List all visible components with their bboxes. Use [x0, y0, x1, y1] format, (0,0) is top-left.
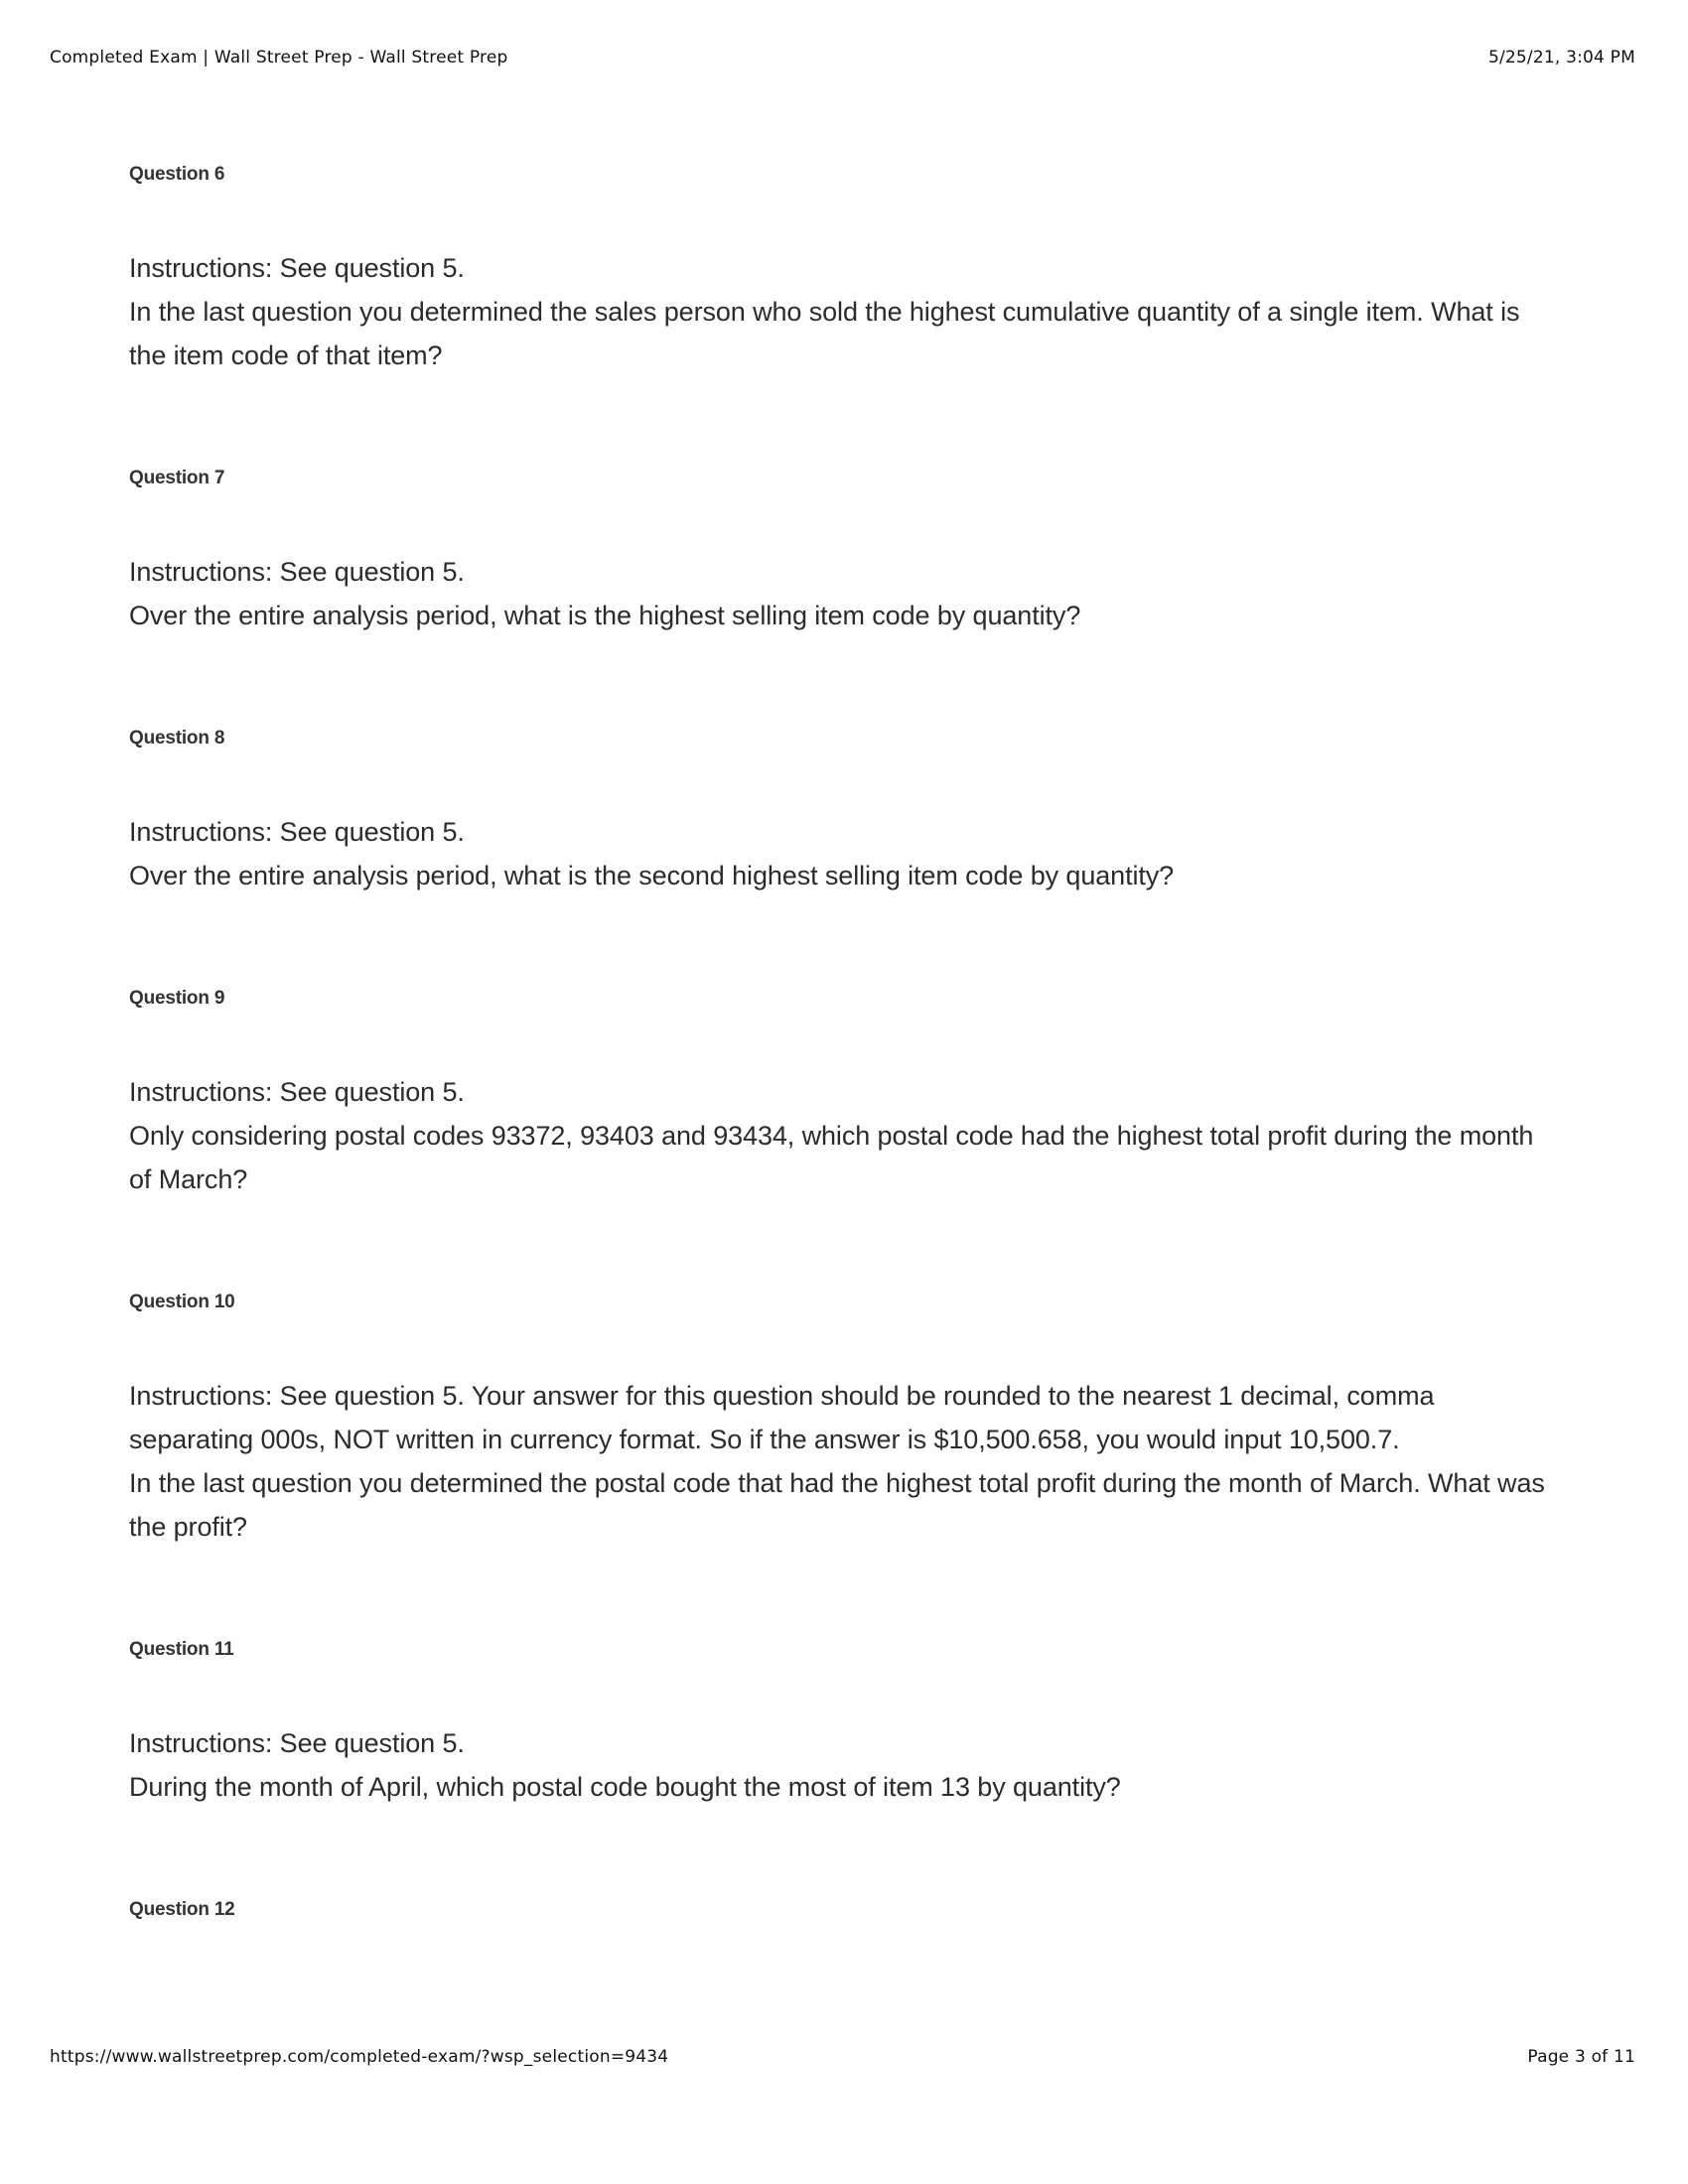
question-body — [129, 1721, 1559, 1809]
question-body — [129, 1374, 1559, 1549]
question-body — [129, 246, 1559, 377]
question-body — [129, 810, 1559, 897]
question-title: Question 6 — [129, 164, 225, 185]
question-12 — [129, 1898, 1559, 1922]
question-body — [129, 1070, 1559, 1201]
question-6 — [129, 163, 1559, 377]
question-instructions: Instructions: See question 5. Your answer for this question should be rounded to the nearest 1 decimal, comma separating 000s, NOT written in currency format. So if the answer is $10,500.658, you would input 10,500.7. — [129, 1381, 1435, 1454]
question-title: Question 11 — [129, 1639, 234, 1660]
question-text: Only considering postal codes 93372, 93403 and 93434, which postal code had the highest total profit during the month of March? — [129, 1121, 1534, 1194]
question-7 — [129, 467, 1559, 637]
question-text: Over the entire analysis period, what is the highest selling item code by quantity? — [129, 601, 1081, 630]
page-indicator: Page 3 of 11 — [1527, 2047, 1635, 2067]
question-text: In the last question you determined the sales person who sold the highest cumulative quantity of a single item. What is the item code of that item? — [129, 297, 1520, 370]
question-title: Question 9 — [129, 988, 225, 1009]
question-11 — [129, 1638, 1559, 1809]
question-instructions: Instructions: See question 5. — [129, 557, 465, 587]
question-8 — [129, 727, 1559, 897]
question-text: Over the entire analysis period, what is the second highest selling item code by quantity? — [129, 861, 1175, 890]
question-title: Question 7 — [129, 468, 225, 488]
question-title: Question 12 — [129, 1899, 235, 1920]
question-body — [129, 550, 1559, 637]
question-instructions: Instructions: See question 5. — [129, 1728, 465, 1758]
question-10 — [129, 1291, 1559, 1549]
question-instructions: Instructions: See question 5. — [129, 817, 465, 847]
question-instructions: Instructions: See question 5. — [129, 253, 465, 283]
question-text: During the month of April, which postal code bought the most of item 13 by quantity? — [129, 1772, 1121, 1802]
print-datetime: 5/25/21, 3:04 PM — [1487, 48, 1635, 68]
question-title: Question 8 — [129, 728, 225, 749]
page-title: Completed Exam | Wall Street Prep - Wall Street Prep — [50, 48, 508, 68]
question-instructions: Instructions: See question 5. — [129, 1077, 465, 1107]
question-text: In the last question you determined the postal code that had the highest total profit during the month of March. What was the profit? — [129, 1468, 1545, 1542]
question-9 — [129, 987, 1559, 1201]
page-url: https://www.wallstreetprep.com/completed-exam/?wsp_selection=9434 — [50, 2047, 669, 2067]
question-title: Question 10 — [129, 1292, 235, 1312]
